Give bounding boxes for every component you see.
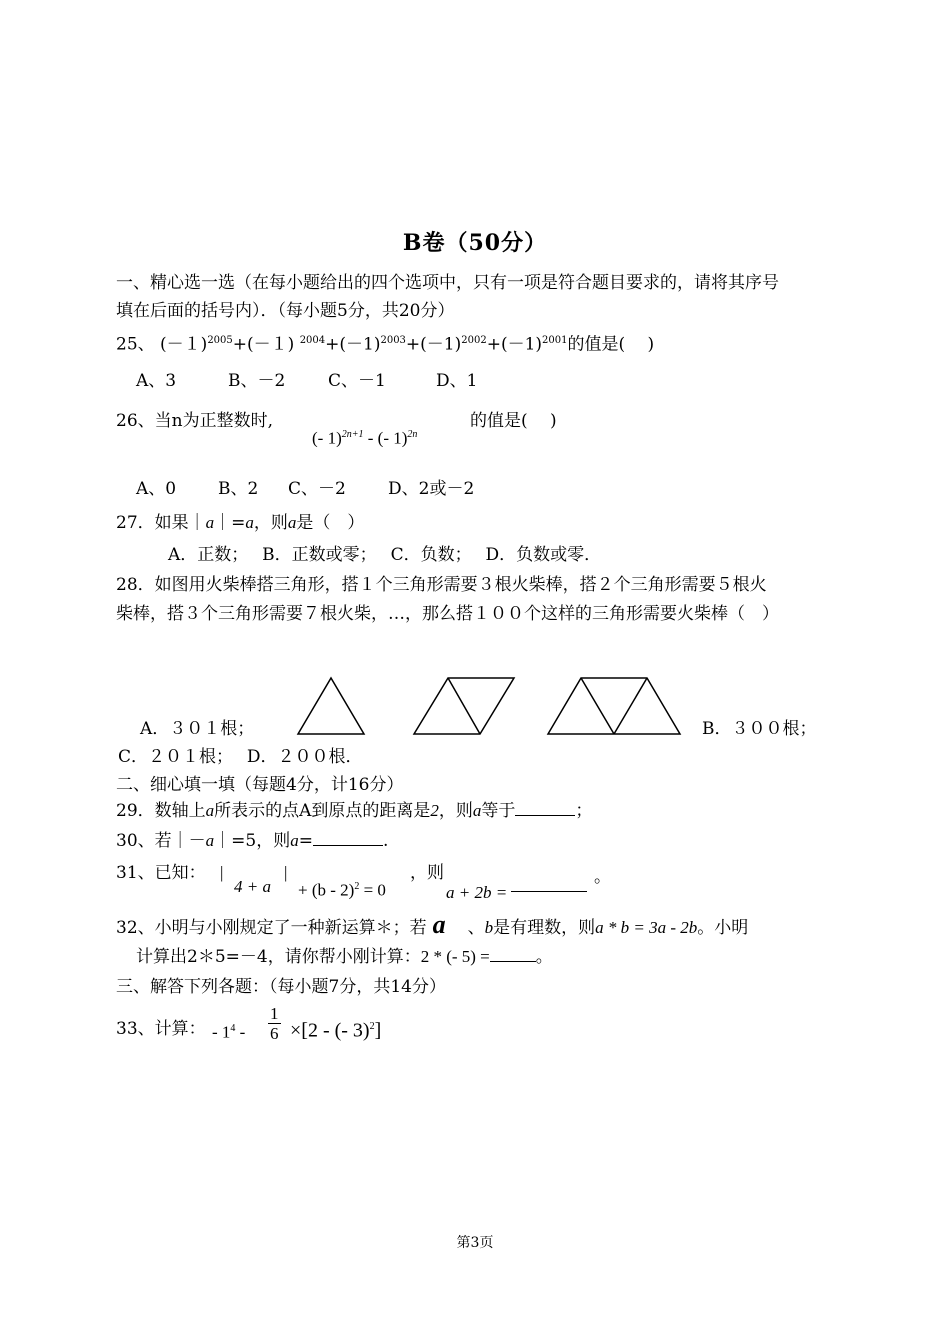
q31-answer-blank bbox=[511, 876, 587, 892]
section2-heading: 二、细心填一填（每题4分，计16分） bbox=[116, 775, 404, 795]
q31-abs-left-bar: | bbox=[220, 863, 224, 882]
q28-options-cd: C．２０１根； D．２００根． bbox=[118, 747, 363, 767]
q31-end: 。 bbox=[594, 867, 611, 887]
q28-option-b: B．３００根； bbox=[702, 719, 817, 739]
q28-option-a: A．３０１根； bbox=[140, 719, 255, 739]
q32-answer-blank bbox=[490, 946, 536, 962]
q31-target: a + 2b = bbox=[446, 876, 587, 904]
q26-option-d: D、2或－2 bbox=[388, 479, 475, 499]
q33-fraction: $\frac{1}{6}$ bbox=[270, 1004, 279, 1043]
figure-two-divider bbox=[448, 678, 480, 734]
q31-expression: + (b - 2)$^2$ = 0 bbox=[298, 880, 386, 900]
q26-option-c: C、－2 bbox=[288, 479, 346, 499]
figure-three-divider-2 bbox=[614, 678, 647, 734]
q33-bracket: ×[2 - (- 3)$^2$] bbox=[290, 1019, 382, 1042]
q26-tail: 的值是( ) bbox=[470, 411, 557, 431]
q31-abs-content: 4 + a bbox=[234, 877, 271, 896]
figure-one-triangle bbox=[298, 678, 364, 734]
question-32-line1: 32、小明与小刚规定了一种新运算＊；若 a 、b是有理数，则a * b = 3a - 2b。小明 bbox=[116, 910, 749, 939]
q31-mid: ，则 bbox=[410, 863, 444, 883]
question-30: 30、若｜－a｜=5，则a= . bbox=[116, 831, 389, 851]
figure-three-divider-1 bbox=[581, 678, 614, 734]
question-27: 27．如果｜a｜=a，则a是（ ） bbox=[116, 513, 365, 533]
question-25: 25、 $(-1)^{2005}+(-1)$ $^{2004}+(-1)^{2003}+(-1)^{2002}+(-1)^{2001}$的值是( ) bbox=[116, 334, 655, 355]
q27-options: A．正数； B．正数或零； C．负数； D．负数或零． bbox=[168, 545, 602, 565]
question-32-line2: 计算出2＊5=－4，请你帮小刚计算：2 * (- 5) = 。 bbox=[136, 947, 553, 967]
section1-line1: 一、精心选一选（在每小题给出的四个选项中，只有一项是符合题目要求的，请将其序号 bbox=[116, 273, 779, 293]
q26-option-a: A、0 bbox=[136, 479, 177, 499]
q33-expression: - $1^4$ - bbox=[212, 1022, 246, 1042]
section3-heading: 三、解答下列各题：（每小题7分，共14分） bbox=[116, 977, 446, 997]
question-33-stem: 33、计算： bbox=[116, 1019, 206, 1039]
page-footer: 第3页 bbox=[456, 1235, 494, 1251]
q26-option-b: B、2 bbox=[218, 479, 259, 499]
q30-answer-blank bbox=[313, 830, 383, 846]
q25-option-c: C、－1 bbox=[328, 371, 386, 391]
q25-option-b: B、－2 bbox=[228, 371, 286, 391]
matchstick-triangles-figure bbox=[290, 670, 690, 740]
page-title: B卷（50分） bbox=[402, 230, 548, 256]
q25-option-d: D、1 bbox=[436, 371, 478, 391]
q25-option-a: A、3 bbox=[136, 371, 177, 391]
q28-line1: 28．如图用火柴棒搭三角形，搭１个三角形需要３根火柴棒，搭２个三角形需要５根火 bbox=[116, 575, 767, 595]
question-31-stem: 31、已知： bbox=[116, 863, 206, 883]
q28-line2: 柴棒，搭３个三角形需要７根火柴，…，那么搭１００个这样的三角形需要火柴棒（ ） bbox=[116, 604, 779, 624]
q31-abs-right-bar: | bbox=[284, 863, 288, 882]
question-29: 29．数轴上a所表示的点A到原点的距离是2，则a等于 ； bbox=[116, 801, 593, 821]
q26-expression: (- 1)$^{2n+1}$ - (- 1)$^{2n}$ bbox=[312, 428, 418, 448]
question-26-stem: 26、当n为正整数时, bbox=[116, 411, 273, 431]
section1-line2: 填在后面的括号内）．（每小题5分，共20分） bbox=[116, 301, 455, 321]
figure-three-triangles bbox=[548, 678, 680, 734]
q29-answer-blank bbox=[515, 800, 575, 816]
